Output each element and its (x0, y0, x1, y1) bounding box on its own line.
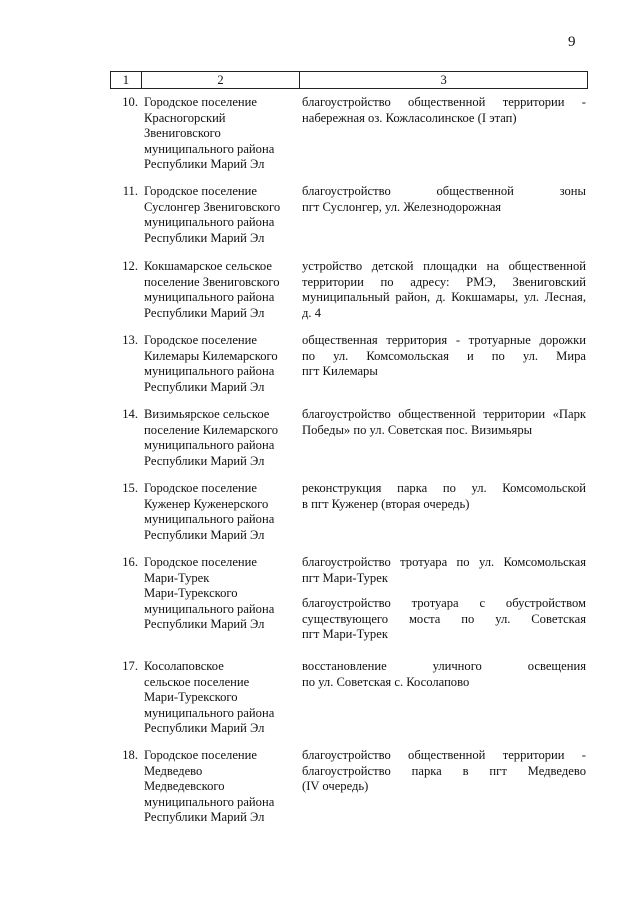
description-line: существующего моста по ул. Советская (302, 611, 586, 626)
municipality-name-line: Городское поселение (144, 95, 257, 109)
municipality-name-line: Республики Марий Эл (144, 157, 265, 172)
description-line: благоустройство общественной территории - (302, 748, 586, 762)
municipality-name-line: Суслонгер Звениговского (144, 199, 281, 214)
municipality-name-line: Красногорский (144, 110, 226, 125)
row-number: 11. (122, 184, 138, 198)
municipality-name-line: Килемары Килемарского (144, 348, 278, 363)
municipality-name-line: Косолаповское (144, 659, 224, 673)
row-number: 17. (122, 659, 138, 673)
description-paragraph (302, 95, 586, 126)
header-col-1: 1 (110, 72, 142, 88)
municipality-name (142, 407, 298, 469)
municipality-name-line: муниципального района (144, 364, 275, 379)
description-line: пгт Мари-Турек (302, 570, 388, 585)
table-row (112, 748, 588, 826)
description-line: по ул. Комсомольская и по ул. Мира (302, 348, 586, 363)
municipality-name-line: муниципального района (144, 215, 275, 230)
row-number: 16. (122, 555, 138, 569)
description-line: благоустройство общественной зоны (302, 184, 586, 198)
municipality-name-line: Городское поселение (144, 748, 257, 762)
municipality-name-line: поселение Килемарского (144, 422, 279, 437)
table-row (112, 659, 588, 737)
table-row (112, 95, 588, 173)
project-description (298, 748, 586, 826)
municipality-name-line: муниципального района (144, 438, 275, 453)
municipality-name-line: Куженер Куженерского (144, 496, 269, 511)
project-description (298, 95, 586, 173)
description-line: по ул. Советская с. Косолапово (302, 674, 470, 689)
description-line: в пгт Куженер (вторая очередь) (302, 496, 470, 511)
municipality-name-line: Городское поселение (144, 555, 257, 569)
header-col-3: 3 (300, 72, 588, 88)
description-paragraph (302, 333, 586, 380)
page-number: 9 (568, 34, 576, 50)
project-description (298, 333, 586, 395)
project-description (298, 184, 586, 246)
municipality-name-line: Городское поселение (144, 481, 257, 495)
municipality-name-line: Мари-Турекского (144, 586, 238, 601)
municipality-name-line: Республики Марий Эл (144, 379, 265, 394)
municipality-name-line: Городское поселение (144, 333, 257, 347)
municipality-name-line: муниципального района (144, 290, 275, 305)
description-line: Победы» по ул. Советская пос. Визимьяры (302, 422, 533, 437)
municipality-name (142, 555, 298, 643)
municipality-name-line: Кокшамарское сельское (144, 259, 272, 273)
municipality-name-line: Республики Марий Эл (144, 305, 265, 320)
description-paragraph (302, 259, 586, 321)
municipality-name-line: Республики Марий Эл (144, 230, 265, 245)
description-paragraph (302, 481, 586, 512)
municipality-name-line: Республики Марий Эл (144, 527, 265, 542)
project-description (298, 259, 586, 321)
description-line: муниципальный район, д. Кокшамары, ул. Лесная, (302, 290, 586, 305)
description-line: реконструкция парка по ул. Комсомольской (302, 481, 586, 495)
description-line: д. 4 (302, 305, 322, 320)
header-col-2: 2 (142, 72, 300, 88)
municipality-name-line: Звениговского (144, 126, 221, 141)
project-description (298, 481, 586, 543)
row-number: 10. (122, 95, 138, 109)
description-line: благоустройство тротуара по ул. Комсомольская (302, 555, 586, 569)
description-line: набережная оз. Кожласолинское (I этап) (302, 110, 517, 125)
municipality-name-line: Медведевского (144, 779, 225, 794)
municipality-name-line: Республики Марий Эл (144, 721, 265, 736)
row-number: 12. (122, 259, 138, 273)
municipality-name (142, 481, 298, 543)
municipality-name-line: Республики Марий Эл (144, 453, 265, 468)
description-paragraph (302, 184, 586, 215)
municipality-name (142, 259, 298, 321)
municipality-name-line: Визимьярское сельское (144, 407, 270, 421)
municipality-name-line: Республики Марий Эл (144, 810, 265, 825)
description-line: благоустройство общественной территории - (302, 95, 586, 109)
municipality-name-line: муниципального района (144, 141, 275, 156)
municipality-name (142, 95, 298, 173)
description-line: пгт Килемары (302, 364, 378, 379)
municipality-name-line: Мари-Турек (144, 570, 210, 585)
description-paragraph (302, 407, 586, 438)
municipality-name-line: муниципального района (144, 794, 275, 809)
municipality-name-line: муниципального района (144, 705, 275, 720)
description-line: общественная территория - тротуарные дорожки (302, 333, 586, 347)
description-paragraph (302, 659, 586, 690)
municipality-name (142, 748, 298, 826)
description-line: (IV очередь) (302, 779, 369, 794)
municipality-name (142, 659, 298, 737)
description-line: устройство детской площадки на общественной (302, 259, 586, 273)
project-description (298, 659, 586, 737)
description-line: восстановление уличного освещения (302, 659, 586, 673)
table-header (110, 71, 588, 89)
project-description (298, 555, 586, 643)
municipality-name (142, 333, 298, 395)
table-row (112, 555, 588, 643)
description-line: пгт Суслонгер, ул. Железнодорожная (302, 199, 502, 214)
table-row (112, 184, 588, 246)
description-line: благоустройство тротуара с обустройством (302, 596, 586, 611)
municipality-name-line: муниципального района (144, 601, 275, 616)
row-number: 18. (122, 748, 138, 762)
municipality-name-line: муниципального района (144, 512, 275, 527)
municipality-name (142, 184, 298, 246)
description-line: благоустройство парка в пгт Медведево (302, 763, 586, 778)
row-number: 13. (122, 333, 138, 347)
description-line: территории по адресу: РМЭ, Звениговский (302, 274, 586, 289)
description-paragraph (302, 596, 586, 643)
municipality-name-line: Городское поселение (144, 184, 257, 198)
description-line: благоустройство общественной территории «Парк (302, 407, 586, 421)
paragraph-gap (302, 586, 586, 596)
description-line: пгт Мари-Турек (302, 627, 388, 642)
municipality-name-line: сельское поселение (144, 674, 250, 689)
table-row (112, 259, 588, 321)
table-row (112, 481, 588, 543)
municipality-name-line: поселение Звениговского (144, 274, 280, 289)
table-row (112, 407, 588, 469)
row-number: 14. (122, 407, 138, 421)
description-paragraph (302, 555, 586, 586)
municipality-name-line: Медведево (144, 763, 203, 778)
municipality-name-line: Мари-Турекского (144, 690, 238, 705)
description-paragraph (302, 748, 586, 795)
row-number: 15. (122, 481, 138, 495)
project-description (298, 407, 586, 469)
municipality-name-line: Республики Марий Эл (144, 617, 265, 632)
table-row (112, 333, 588, 395)
